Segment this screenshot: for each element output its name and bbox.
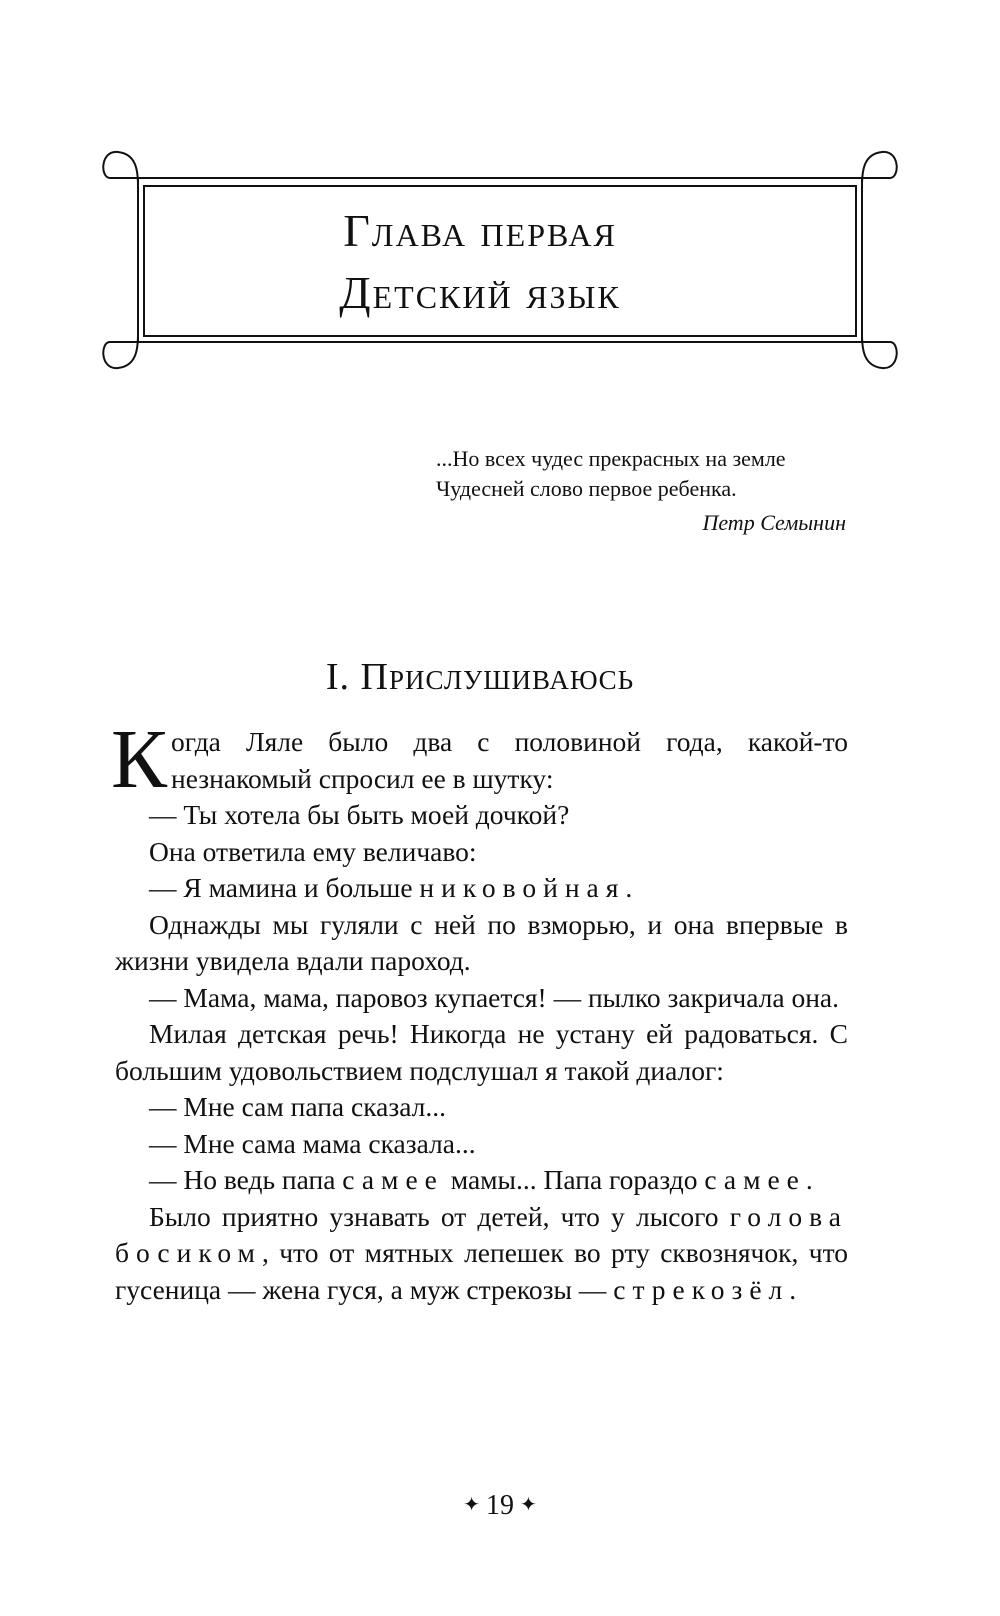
paragraph-6: — Мама, мама, паровоз купается! — пылко закричала она. (149, 981, 839, 1013)
chapter-label: Глава первая (343, 205, 617, 256)
frame-corner-bottom-right (862, 334, 897, 368)
paragraph-1 (111, 713, 848, 806)
paragraph-4 (115, 870, 848, 907)
body-text (111, 713, 848, 1308)
page-footer (400, 1490, 600, 1522)
paragraph-4-text: — Я мамина и больше (149, 872, 420, 903)
page-number: 19 (486, 1490, 514, 1521)
paragraph-11-end: . (789, 1273, 797, 1305)
spaced-word: голова босиком (115, 1200, 848, 1268)
paragraph-3: Она ответила ему величаво: (149, 835, 477, 867)
epigraph-author: Петр Семынин (702, 510, 846, 535)
spaced-word: самее (704, 1164, 806, 1195)
spaced-word: стрекозёл (613, 1273, 790, 1305)
paragraph-5: Однажды мы гуляли с ней по взморью, и она впервые в жизни увидела вдали пароход. (115, 908, 848, 976)
frame-corner-top-left (103, 152, 138, 186)
paragraph-2: — Ты хотела бы быть моей дочкой? (149, 799, 570, 830)
paragraph-10-end: . (805, 1164, 813, 1195)
paragraph-4-end: . (625, 872, 633, 903)
paragraph-1-text: огда Ляле было два с половиной года, какой-то незнакомый спросил ее в шутку: (171, 726, 848, 794)
epigraph (436, 444, 846, 538)
four-point-star-icon: ✦ (520, 1494, 537, 1516)
chapter-name: Детский язык (339, 267, 621, 318)
paragraph-9: — Мне сама мама сказала... (149, 1127, 476, 1159)
paragraph-10-text: — Но ведь папа (149, 1164, 343, 1195)
paragraph-11-text: Было приятно узнавать от детей, что у лысого (149, 1200, 730, 1232)
paragraph-7: Милая детская речь! Никогда не устану ей радоваться. С большим удовольствием подслушал я такой диалог: (115, 1018, 848, 1086)
frame-corner-bottom-left (103, 334, 138, 368)
paragraph-11-text-2: , что от мятных лепешек во рту сквознячок, что гусеница — жена гуся, а муж стрекозы — (115, 1237, 848, 1305)
epigraph-line-1: ...Но всех чудес прекрасных на земле (436, 446, 786, 471)
paragraph-10-text-2: мамы... Папа гораздо (443, 1164, 705, 1195)
section-title: I. Прислушиваюсь (325, 656, 635, 698)
spaced-word: самее (342, 1164, 444, 1195)
spaced-word: никовойная (419, 872, 626, 903)
paragraph-10 (115, 1162, 848, 1199)
paragraph-8: — Мне сам папа сказал... (149, 1091, 447, 1122)
frame-corner-top-right (862, 152, 897, 186)
four-point-star-icon: ✦ (463, 1494, 480, 1516)
epigraph-line-2: Чудесней слово первое ребенка. (436, 476, 737, 501)
drop-cap: К (111, 713, 168, 806)
paragraph-11 (115, 1199, 848, 1309)
